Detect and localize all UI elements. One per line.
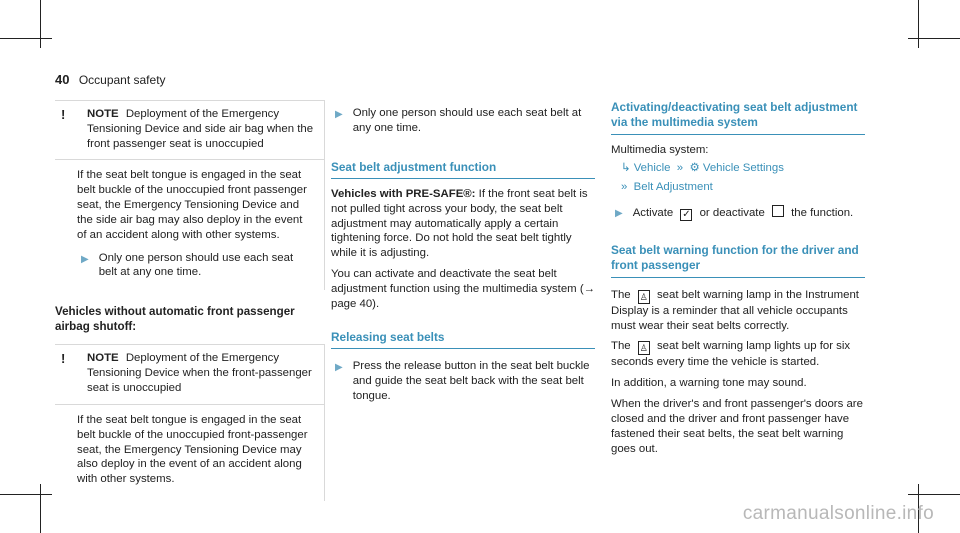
checkbox-checked-icon: ✓ (682, 209, 691, 221)
section-title: Occupant safety (78, 73, 166, 87)
note-body-text: If the seat belt tongue is engaged in the seat belt buckle of the unoccupied front-passenger seat, the Emergency Tensioning Device may also deploy in the event of an accident along with other systems. (77, 413, 308, 486)
watermark: carmanualsonline.info (742, 503, 934, 525)
crop-mark (908, 38, 960, 39)
column-right (611, 100, 865, 462)
path-arrow-icon: » (621, 181, 631, 194)
paragraph (611, 339, 865, 370)
crop-mark (40, 484, 41, 533)
menu-path (611, 180, 865, 195)
section-title-activating: Activating/deactivating seat belt adjustment via the multimedia system (611, 100, 865, 135)
seat-belt-icon: ♙ (639, 291, 648, 302)
crop-mark (0, 38, 52, 39)
paragraph-text: When the driver's and front passenger's doors are closed and the driver and front passenger have fastened their seat belts, the seat belt warning goes out. (611, 398, 863, 455)
section-title-warning-function: Seat belt warning function for the driver and front passenger (611, 243, 865, 278)
path-arrow-icon: » (673, 162, 687, 175)
crop-mark (40, 0, 41, 48)
paragraph-text: Multimedia system: (611, 143, 709, 156)
seat-belt-icon: ♙ (639, 343, 648, 354)
step-text: Only one person should use each seat belt at any one time. (352, 107, 582, 134)
step-item (611, 205, 865, 221)
menu-item-belt-adjustment: Belt Adjustment (633, 181, 713, 194)
step-arrow-icon: ▶ (335, 109, 343, 120)
note-title: Deployment of the Emergency Tensioning Device when the front-passenger seat is unoccupied (87, 352, 312, 395)
step-item (331, 359, 595, 403)
section-title-belt-adjustment: Seat belt adjustment function (331, 160, 595, 179)
subheading-no-airbag-shutoff: Vehicles without automatic front passenger airbag shutoff: (55, 305, 295, 334)
step-arrow-icon: ▶ (81, 253, 89, 265)
menu-path (611, 161, 865, 176)
paragraph-text: The (611, 288, 631, 301)
page-number: 40 (55, 72, 70, 87)
warning-icon: ! (61, 351, 66, 367)
lead-label: Vehicles with PRE-SAFE®: (331, 187, 476, 200)
column-middle (331, 100, 595, 407)
paragraph (611, 288, 865, 334)
note-box-front-passenger (55, 344, 325, 501)
paragraph-text: In addition, a warning tone may sound. (611, 377, 807, 390)
step-text: or deactivate (699, 207, 765, 220)
step-arrow-icon: ▶ (335, 361, 343, 373)
crop-mark (0, 494, 52, 495)
step-text: the function. (791, 207, 854, 220)
note-label: NOTE (87, 108, 119, 120)
note-title: Deployment of the Emergency Tensioning Device and side air bag when the front passenger seat is unoccupied (87, 108, 314, 150)
checkbox-empty-icon (772, 205, 784, 217)
step-text: Only one person should use each seat belt at any one time. (98, 251, 294, 279)
paragraph-text: seat belt warning lamp in the Instrument Display is a reminder that all vehicle occupants must wear their seat belts correctly. (611, 288, 859, 332)
car-settings-icon: ⚙ (689, 162, 700, 175)
page-header (55, 72, 166, 89)
paragraph-text: seat belt warning lamp lights up for six seconds every time the vehicle is started. (611, 340, 851, 369)
step-text: Press the release button in the seat belt buckle and guide the seat belt back with the seat belt tongue. (352, 359, 590, 402)
paragraph-text: You can activate and deactivate the seat belt adjustment function using the multimedia system (→ page 40). (331, 268, 595, 310)
note-label: NOTE (87, 352, 119, 365)
step-item (331, 106, 595, 136)
path-start-icon: ↳ (621, 162, 631, 175)
paragraph-text: The (611, 340, 631, 353)
menu-item-vehicle-settings: Vehicle Settings (702, 162, 784, 175)
crop-mark (918, 0, 919, 48)
step-arrow-icon: ▶ (615, 208, 623, 220)
crop-mark (908, 494, 960, 495)
step-item (77, 251, 314, 281)
paragraph-text: If the front seat belt is not pulled tight across your body, the seat belt adjustment may automatically apply a certain tightening force. Do not hold the seat belt tightly while it is adjusting. (331, 187, 588, 260)
column-left (55, 100, 325, 501)
menu-item-vehicle: Vehicle (633, 162, 671, 175)
warning-icon: ! (61, 107, 66, 122)
note-box-emergency-tensioning (55, 100, 325, 290)
step-text: Activate (632, 207, 674, 220)
note-body-text: If the seat belt tongue is engaged in the seat belt buckle of the unoccupied front passenger seat, the Emergency Tensioning Device and the side air bag may also deploy in the event of an accident along with other systems. (77, 169, 307, 241)
section-title-releasing: Releasing seat belts (331, 330, 595, 349)
paragraph (331, 187, 595, 261)
